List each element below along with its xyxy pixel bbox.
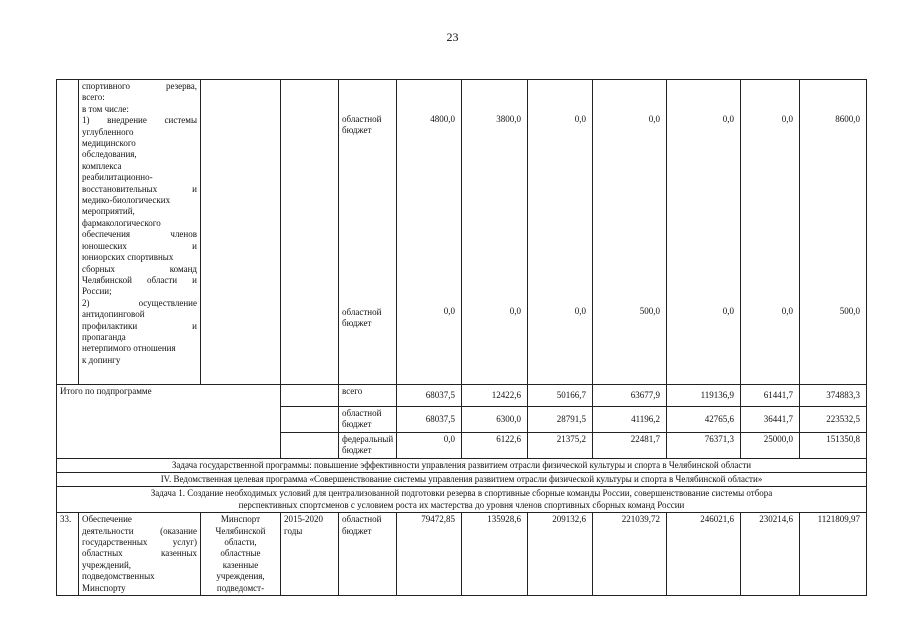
value-cell: 42765,6 xyxy=(667,407,741,433)
executor-line: области, xyxy=(224,537,257,548)
value-cell: 63677,9 xyxy=(593,385,667,407)
state-program-task-heading: Задача государственной программы: повышение эффективности управления развитием отрасли физической культуры и спорта в Челябинской области xyxy=(57,458,867,472)
text-line: мероприятий, xyxy=(82,206,135,217)
value-cell: 1121809,97 xyxy=(800,513,867,596)
heading-row-task1 xyxy=(57,487,867,513)
budget-table-page xyxy=(56,79,866,596)
period-cell xyxy=(281,80,339,385)
table-row-continuation xyxy=(57,80,867,385)
text-line: государственных услуг) xyxy=(82,537,197,548)
source-item1: областной бюджет xyxy=(342,114,382,136)
heading-row-program xyxy=(57,473,867,487)
heading-row-task xyxy=(57,458,867,472)
value-cell: 6300,0 xyxy=(462,407,528,433)
executor-line: казенные xyxy=(222,559,259,570)
text-line: медицинского xyxy=(82,138,136,149)
value-cell: 119136,9 xyxy=(667,385,741,407)
value-cell: 0,0 xyxy=(397,432,462,458)
text-line: подведомственных xyxy=(82,571,155,582)
value-cell: 0,0 0,0 xyxy=(667,80,741,385)
text-line: сборных команд xyxy=(82,263,197,274)
text-line: областных казенных xyxy=(82,548,197,559)
text-line: юниорских спортивных xyxy=(82,252,174,263)
text-line: всего: xyxy=(82,92,105,103)
text-line: профилактики и xyxy=(82,320,197,331)
value-cell: 209132,6 xyxy=(528,513,593,596)
source-item2: областной бюджет xyxy=(342,306,382,329)
value-cell: 374883,3 xyxy=(800,385,867,407)
value-cell: 68037,5 xyxy=(397,407,462,433)
value-cell: 223532,5 xyxy=(800,407,867,433)
text-line: обеспечения членов xyxy=(82,229,197,240)
value-cell: 0,0 500,0 xyxy=(593,80,667,385)
period-cell xyxy=(281,385,339,407)
value-cell: 4800,0 0,0 xyxy=(397,80,462,385)
value-cell: 0,0 0,0 xyxy=(741,80,800,385)
period-cell: 2015-2020 годы xyxy=(281,513,339,596)
executor-line: Минспорт xyxy=(220,514,261,525)
text-line: 2) осуществление xyxy=(82,297,197,308)
text-line: восстановительных и xyxy=(82,183,197,194)
value-cell: 246021,6 xyxy=(667,513,741,596)
row-number: 33. xyxy=(57,513,79,596)
totals-source: федеральный бюджет xyxy=(339,432,397,458)
value-cell: 79472,85 xyxy=(397,513,462,596)
value-cell: 12422,6 xyxy=(462,385,528,407)
executor-line: учреждения, xyxy=(216,571,265,582)
table-row-33 xyxy=(57,513,867,596)
period-cell xyxy=(281,407,339,433)
source-cell: областной бюджет xyxy=(339,513,397,596)
text-line: комплекса xyxy=(82,160,122,171)
value-cell: 76371,3 xyxy=(667,432,741,458)
value-cell: 50166,7 xyxy=(528,385,593,407)
value-cell: 25000,0 xyxy=(741,432,800,458)
task1-heading: Задача 1. Создание необходимых условий для централизованной подготовки резерва в спортивные сборные команды России, совершенствование системы отбора перспективных спортсменов с условием роста их мастерства до уровня членов спортивных сборных команд России xyxy=(57,487,867,513)
text-line: 1) внедрение системы xyxy=(82,115,197,126)
value-cell: 6122,6 xyxy=(462,432,528,458)
totals-label: Итого по подпрограмме xyxy=(57,385,281,459)
description-cell xyxy=(79,513,201,596)
page-number: 23 xyxy=(446,30,459,44)
value-cell: 68037,5 xyxy=(397,385,462,407)
executor-cell xyxy=(201,513,281,596)
executor-line: подведомст- xyxy=(216,582,265,593)
text-line: фармакологического xyxy=(82,217,161,228)
text-line: обследования, xyxy=(82,149,137,160)
text-line: Обеспечение xyxy=(82,514,132,525)
executor-line: областные xyxy=(220,548,261,559)
value-cell: 3800,0 0,0 xyxy=(462,80,528,385)
text-line: в том числе: xyxy=(82,103,129,114)
text-line: антидопинговой xyxy=(82,309,145,320)
text-line: учреждений, xyxy=(82,559,132,570)
period-cell xyxy=(281,432,339,458)
value-cell: 230214,6 xyxy=(741,513,800,596)
text-line: спортивного резерва, xyxy=(82,81,197,91)
executor-line: Челябинской xyxy=(215,525,266,536)
value-cell: 0,0 0,0 xyxy=(528,80,593,385)
text-line: Челябинской области и xyxy=(82,274,197,285)
text-line: углубленного xyxy=(82,126,134,137)
source-cell xyxy=(339,80,397,385)
text-line: медико-биологических xyxy=(82,195,171,206)
value-cell: 28791,5 xyxy=(528,407,593,433)
totals-row-all xyxy=(57,385,867,407)
budget-table xyxy=(56,79,867,596)
executor-cell xyxy=(201,80,281,385)
text-line: Минспорту xyxy=(82,582,126,593)
text-line: к допингу xyxy=(82,354,121,365)
value-cell: 61441,7 xyxy=(741,385,800,407)
description-cell xyxy=(79,80,201,385)
text-line: реабилитационно- xyxy=(82,172,153,183)
value-cell: 135928,6 xyxy=(462,513,528,596)
text-line: деятельности (оказание xyxy=(82,525,197,536)
value-cell: 8600,0 500,0 xyxy=(800,80,867,385)
totals-source: всего xyxy=(339,385,397,407)
num-cell xyxy=(57,80,79,385)
value-cell: 22481,7 xyxy=(593,432,667,458)
value-cell: 21375,2 xyxy=(528,432,593,458)
departmental-program-heading: IV. Ведомственная целевая программа «Совершенствование системы управления развитием отрасли физической культуры и спорта в Челябинской области» xyxy=(57,473,867,487)
text-line: пропаганда xyxy=(82,331,126,342)
value-cell: 36441,7 xyxy=(741,407,800,433)
totals-source: областной бюджет xyxy=(339,407,397,433)
value-cell: 41196,2 xyxy=(593,407,667,433)
value-cell: 151350,8 xyxy=(800,432,867,458)
text-line: нетерпимого отношения xyxy=(82,343,176,354)
text-line: юношеских и xyxy=(82,240,197,251)
value-cell: 221039,72 xyxy=(593,513,667,596)
text-line: России; xyxy=(82,286,112,297)
